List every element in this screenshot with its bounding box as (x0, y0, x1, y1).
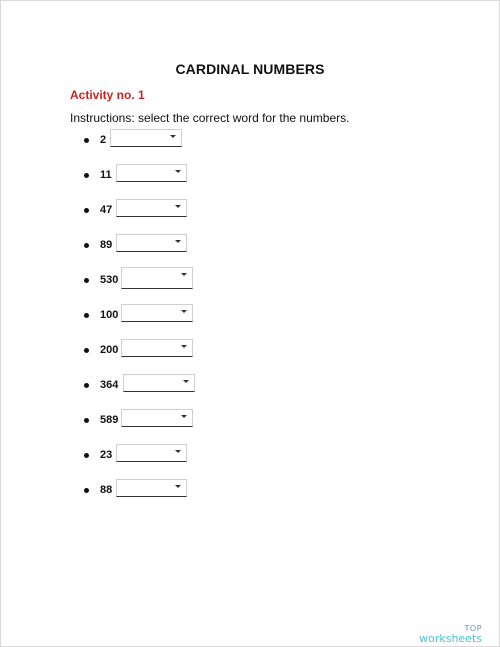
chevron-down-icon (183, 380, 189, 383)
bullet-dot (84, 208, 89, 213)
list-item (84, 444, 384, 466)
list-item (84, 164, 384, 186)
chevron-down-icon (175, 170, 181, 173)
bullet-dot (84, 278, 89, 283)
chevron-down-icon (175, 205, 181, 208)
answer-dropdown[interactable] (123, 374, 195, 392)
bullet-dot (84, 348, 89, 353)
list-item (84, 339, 384, 361)
brand-top-text: TOP (464, 624, 482, 633)
item-number: 89 (100, 239, 113, 251)
answer-dropdown[interactable] (121, 304, 193, 322)
answer-dropdown[interactable] (110, 129, 182, 147)
item-number: 47 (100, 204, 113, 216)
instructions-text: Instructions: select the correct word for the numbers. (70, 111, 350, 125)
topworksheets-logo (419, 625, 482, 645)
page-title: CARDINAL NUMBERS (175, 61, 325, 77)
chevron-down-icon (175, 450, 181, 453)
bullet-dot (84, 313, 89, 318)
chevron-down-icon (181, 345, 187, 348)
list-item (84, 409, 384, 431)
list-item (84, 304, 384, 326)
item-number: 11 (100, 169, 112, 181)
answer-dropdown[interactable] (121, 339, 193, 357)
bullet-dot (84, 383, 89, 388)
item-number: 100 (100, 309, 119, 321)
chevron-down-icon (181, 273, 187, 276)
item-number: 88 (100, 484, 113, 496)
brand-bottom-text: worksheets (419, 632, 482, 645)
list-item (84, 269, 384, 291)
answer-dropdown[interactable] (121, 409, 193, 427)
bullet-dot (84, 418, 89, 423)
item-number: 2 (100, 134, 107, 146)
item-number: 530 (100, 274, 119, 286)
chevron-down-icon (181, 415, 187, 418)
chevron-down-icon (181, 310, 187, 313)
answer-dropdown[interactable] (116, 164, 187, 182)
item-number: 23 (100, 449, 113, 461)
list-item (84, 129, 384, 151)
chevron-down-icon (175, 485, 181, 488)
bullet-dot (84, 173, 89, 178)
answer-dropdown[interactable] (121, 267, 193, 289)
item-number: 200 (100, 344, 119, 356)
answer-dropdown[interactable] (116, 444, 187, 462)
bullet-dot (84, 138, 89, 143)
answer-dropdown[interactable] (116, 479, 187, 497)
list-item (84, 479, 384, 501)
activity-heading: Activity no. 1 (70, 88, 145, 102)
list-item (84, 234, 384, 256)
chevron-down-icon (170, 135, 176, 138)
answer-dropdown[interactable] (116, 199, 187, 217)
bullet-dot (84, 488, 89, 493)
bullet-dot (84, 243, 89, 248)
list-item (84, 374, 384, 396)
answer-dropdown[interactable] (116, 234, 187, 252)
item-number: 589 (100, 414, 119, 426)
chevron-down-icon (175, 240, 181, 243)
bullet-dot (84, 453, 89, 458)
list-item (84, 199, 384, 221)
item-number: 364 (100, 379, 119, 391)
